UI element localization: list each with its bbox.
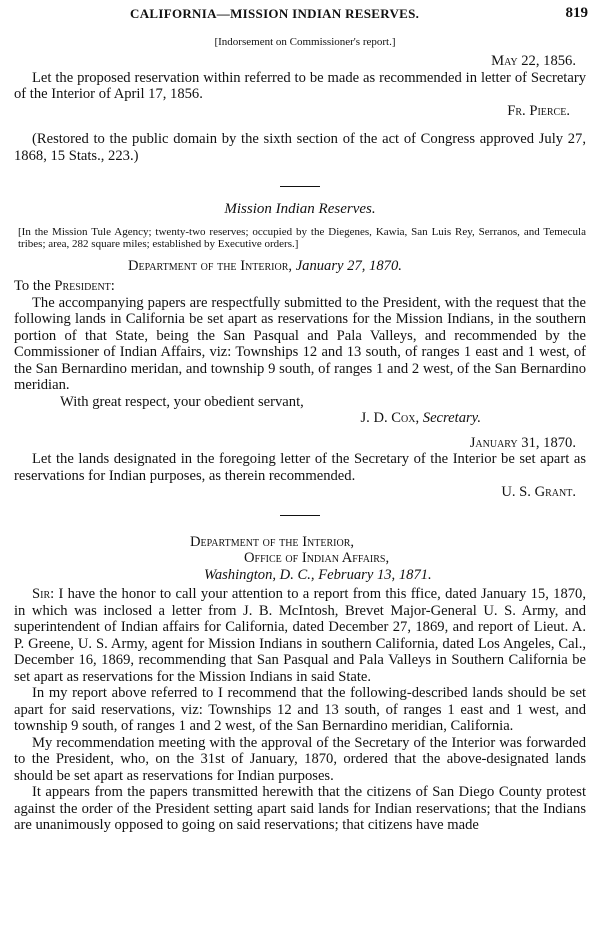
letter2-p1-text: I have the honor to call your attention to a report from this ffice, dated January 15, 1870, in which was inclosed a letter from J. B. McIntosh, Brevet Major-General U. S. Army, and superintendent of Indian affairs for California, dated December 27, 1869, and report of Lieut. A. P. Greene, U. S. Army, agent for Mission Indians in southern California, dated Los Angeles, Cal., December 16, 1869, recommending that San Pasqual and Pala Valleys in Southern California be set apart as reservations for the Mission Indians in said State. xyxy=(14,586,586,685)
separator-rule xyxy=(280,186,320,187)
salutation-president: President: xyxy=(54,278,115,294)
order-signature: U. S. Grant. xyxy=(501,484,576,500)
endorsement-heading: [Indorsement on Commissioner's report.] xyxy=(214,36,396,48)
letter2-place-date: Washington, D. C., February 13, 1871. xyxy=(204,566,432,583)
separator-rule-2 xyxy=(280,515,320,516)
letter1-body: The accompanying papers are respectfully submitted to the President, with the request that the following lands in California be set apart as reservations for the Mission Indians, in the southern portion of that State, being the San Pasqual and Pala Valleys, and recommended by the Commissioner of Indian Affairs, viz: Townships 12 and 13 south, of ranges 1 east and 1 west, of the San Bernardino meridan, and township 9 south, of ranges 1 and 2 west, of the San Bernardino meridian. xyxy=(14,294,586,393)
restored-note: (Restored to the public domain by the sixth section of the act of Congress approved July 27, 1868, 15 Stats., 223.) xyxy=(14,131,586,164)
letter1-salutation xyxy=(14,278,586,295)
letter1-closing: With great respect, your obedient servant, xyxy=(60,393,304,410)
letter2-office: Office of Indian Affairs, xyxy=(244,550,390,566)
endorsement-signature: Fr. Pierce. xyxy=(507,102,570,119)
page-body xyxy=(14,36,586,834)
letter1-heading xyxy=(14,258,586,275)
letter1-signer-title: Secretary. xyxy=(422,410,481,426)
page-number: 819 xyxy=(565,5,588,21)
letter2-paragraph-1 xyxy=(14,586,586,685)
letter1-signature xyxy=(14,410,586,427)
letter1-date: January 27, 1870. xyxy=(295,257,402,274)
section-bracket-note: [In the Mission Tule Agency; twenty-two reserves; occupied by the Diegenes, Kawia, San Luis Rey, Serranos, and Temecula tribes; area, 282 square miles; established by Executive orders.] xyxy=(18,225,586,250)
letter2-paragraph-4: It appears from the papers transmitted herewith that the citizens of San Diego County protest against the order of the President setting apart said lands for Indian reservations; that the Indians are unanimously opposed to going on said reservations; that citizens have made xyxy=(14,784,586,833)
order-text: Let the lands designated in the foregoing letter of the Secretary of the Interior be set apart as reservations for Indian purposes, as therein recommended. xyxy=(14,451,586,484)
section-title: Mission Indian Reserves. xyxy=(224,201,376,217)
letter2-sir: Sir: xyxy=(32,586,55,602)
letter1-signer: J. D. Cox, xyxy=(360,410,420,426)
salutation-to: To the xyxy=(14,278,51,294)
letter2-dept: Department of the Interior, xyxy=(190,533,355,550)
endorsement-date: May 22, 1856. xyxy=(491,53,576,69)
endorsement-text: Let the proposed reservation within referred to be made as recommended in letter of Secretary of the Interior of April 17, 1856. xyxy=(14,69,586,102)
order-date: January 31, 1870. xyxy=(469,434,576,451)
letter2-paragraph-3: My recommendation meeting with the approval of the Secretary of the Interior was forwarded to the President, who, on the 31st of January, 1870, ordered that the above-designated lands should be set apart as reservations for Indian purposes. xyxy=(14,734,586,784)
letter2-paragraph-2: In my report above referred to I recommend that the following-described lands should be set apart for said reservations, viz: Townships 12 and 13 south, of ranges 1 east and 1 west, and township 9 south, of ranges 1 and 2 west, of the San Bernardino meridian, California. xyxy=(14,685,586,734)
letter1-dept: Department of the Interior, xyxy=(128,257,293,274)
running-head xyxy=(0,6,600,26)
running-head-title: CALIFORNIA—MISSION INDIAN RESERVES. xyxy=(130,6,420,21)
